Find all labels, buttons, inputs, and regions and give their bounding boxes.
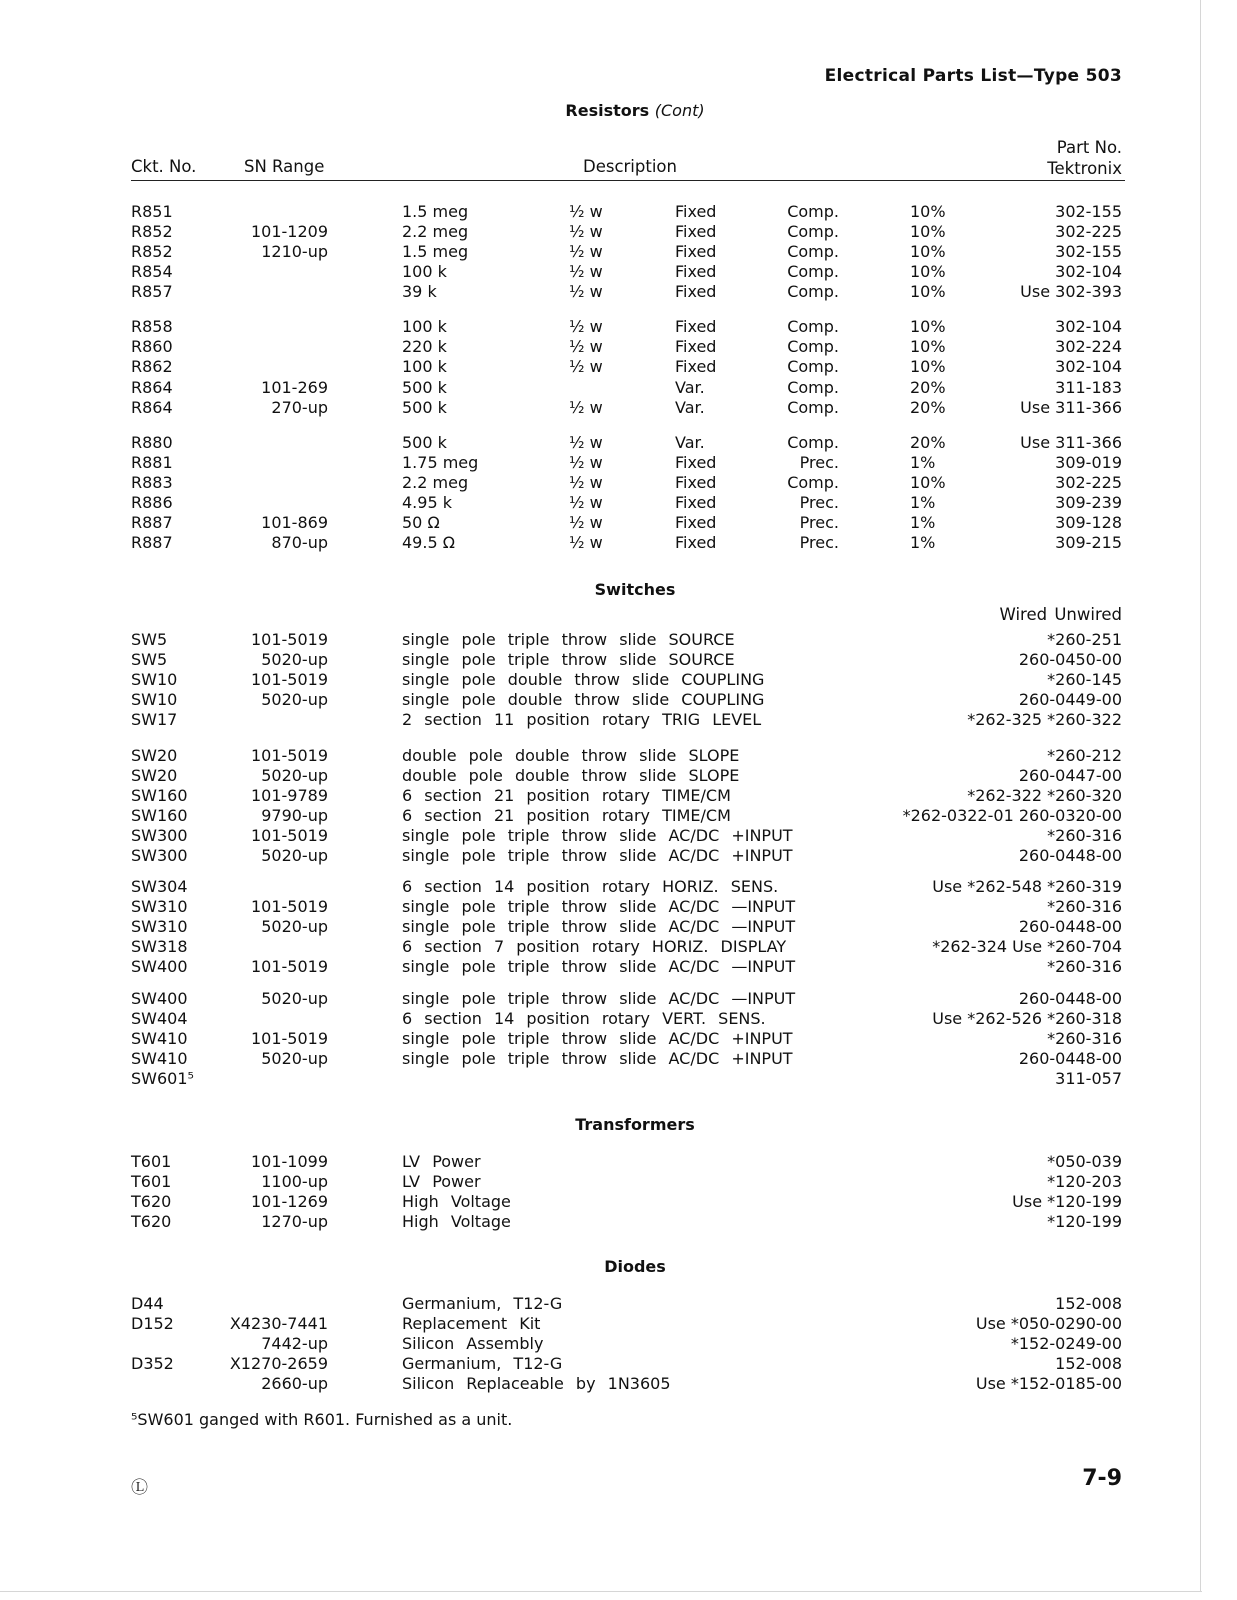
table-row [0,533,1237,553]
type-cell: Fixed [675,222,717,241]
tolerance-cell: 20% [910,433,946,452]
description-cell: single pole triple throw slide AC/DC +INPUT [402,846,793,865]
part-number-cell: 260-0448-00 [1018,917,1122,936]
ckt-no-cell: SW410 [131,1029,188,1048]
ckt-no-cell: SW601⁵ [131,1069,194,1088]
value-cell: 100 k [402,317,447,336]
part-number-cell: 302-155 [1055,202,1122,221]
value-cell: 500 k [402,433,447,452]
part-number-cell: 260-0448-00 [1018,989,1122,1008]
table-row [0,937,1237,957]
table-row [0,1314,1237,1334]
composition-cell: Prec. [799,453,839,472]
sn-range-cell: 101-5019 [250,630,328,649]
description-cell: double pole double throw slide SLOPE [402,746,740,765]
composition-cell: Comp. [787,473,839,492]
description-cell: double pole double throw slide SLOPE [402,766,740,785]
part-number-cell: 302-225 [1055,473,1122,492]
ckt-no-cell: SW5 [131,650,168,669]
sn-range-cell: 101-269 [261,378,328,397]
wattage-cell: ½ w [569,242,603,261]
ckt-no-cell: SW304 [131,877,188,896]
ckt-no-cell: T601 [131,1172,172,1191]
description-cell: Germanium, T12-G [402,1294,563,1313]
page-number: 7-9 [1082,1466,1122,1491]
sn-range-cell: 5020-up [261,690,328,709]
description-cell: Silicon Assembly [402,1334,544,1353]
ckt-no-cell: R886 [131,493,173,512]
part-number-cell: *152-0249-00 [1010,1334,1122,1353]
ckt-no-cell: R880 [131,433,173,452]
ckt-no-cell: R883 [131,473,173,492]
ckt-no-cell: SW300 [131,826,188,845]
value-cell: 39 k [402,282,437,301]
wattage-cell: ½ w [569,433,603,452]
table-row [0,786,1237,806]
type-cell: Fixed [675,262,717,281]
table-row [0,766,1237,786]
part-number-cell: *262-0322-01 260-0320-00 [902,806,1122,825]
type-cell: Fixed [675,202,717,221]
part-number-cell: 302-104 [1055,357,1122,376]
sn-range-cell: 5020-up [261,766,328,785]
table-row [0,1212,1237,1232]
part-number-cell: *262-325 *260-322 [967,710,1122,729]
ckt-no-cell: SW20 [131,746,178,765]
ckt-no-cell: R862 [131,357,173,376]
sn-range-cell: 870-up [271,533,328,552]
composition-cell: Comp. [787,357,839,376]
part-number-cell: 260-0450-00 [1018,650,1122,669]
table-row [0,357,1237,377]
sn-range-cell: 101-1209 [250,222,328,241]
col-header-sn: SN Range [244,157,325,176]
part-number-cell: 302-104 [1055,262,1122,281]
ckt-no-cell: D152 [131,1314,174,1333]
table-row [0,650,1237,670]
ckt-no-cell: R851 [131,202,173,221]
tolerance-cell: 10% [910,222,946,241]
part-number-cell: 302-225 [1055,222,1122,241]
part-number-cell: *262-324 Use *260-704 [932,937,1122,956]
sn-range-cell: 9790-up [261,806,328,825]
part-number-cell: 260-0448-00 [1018,1049,1122,1068]
wattage-cell: ½ w [569,262,603,281]
col-header-description: Description [583,157,677,176]
type-cell: Var. [675,398,705,417]
part-number-cell: Use *262-548 *260-319 [932,877,1122,896]
ckt-no-cell: SW5 [131,630,168,649]
ckt-no-cell: R881 [131,453,173,472]
wattage-cell: ½ w [569,337,603,356]
wattage-cell: ½ w [569,453,603,472]
composition-cell: Prec. [799,493,839,512]
ckt-no-cell: R860 [131,337,173,356]
copyright-mark: Ⓛ [131,1478,148,1498]
wattage-cell: ½ w [569,398,603,417]
value-cell: 1.5 meg [402,242,469,261]
description-cell: 6 section 14 position rotary HORIZ. SENS. [402,877,779,896]
composition-cell: Comp. [787,337,839,356]
description-cell: 6 section 21 position rotary TIME/CM [402,806,731,825]
switches-title: Switches [594,580,676,599]
value-cell: 1.75 meg [402,453,479,472]
table-row [0,1374,1237,1394]
tolerance-cell: 10% [910,317,946,336]
sn-range-cell: 101-5019 [250,897,328,916]
tolerance-cell: 1% [910,493,936,512]
table-row [0,989,1237,1009]
resistors-title: Resistors [565,101,650,120]
tolerance-cell: 10% [910,357,946,376]
resistors-section-title [0,101,1237,120]
header-rule [131,180,1125,181]
ckt-no-cell: SW17 [131,710,178,729]
description-cell: High Voltage [402,1212,511,1231]
sn-range-cell: 101-5019 [250,746,328,765]
composition-cell: Comp. [787,282,839,301]
type-cell: Var. [675,433,705,452]
table-row [0,710,1237,730]
table-row [0,1354,1237,1374]
ckt-no-cell: SW404 [131,1009,188,1028]
ckt-no-cell: R864 [131,398,173,417]
ckt-no-cell: SW400 [131,989,188,1008]
tolerance-cell: 10% [910,262,946,281]
wattage-cell: ½ w [569,317,603,336]
part-number-cell: Use *152-0185-00 [975,1374,1122,1393]
part-number-cell: 309-215 [1055,533,1122,552]
part-number-cell: 260-0448-00 [1018,846,1122,865]
table-row [0,897,1237,917]
table-row [0,746,1237,766]
part-number-cell: *260-316 [1047,826,1122,845]
table-row [0,1009,1237,1029]
sn-range-cell: 101-1099 [250,1152,328,1171]
ckt-no-cell: R857 [131,282,173,301]
ckt-no-cell: R887 [131,533,173,552]
col-header-tektronix: Tektronix [1047,159,1122,178]
description-cell: single pole double throw slide COUPLING [402,670,765,689]
sn-range-cell: 101-5019 [250,1029,328,1048]
sn-range-cell: 101-9789 [250,786,328,805]
table-row [0,957,1237,977]
ckt-no-cell: D44 [131,1294,164,1313]
wattage-cell: ½ w [569,493,603,512]
tolerance-cell: 10% [910,282,946,301]
value-cell: 2.2 meg [402,222,469,241]
table-row [0,202,1237,222]
tolerance-cell: 20% [910,378,946,397]
part-number-cell: 309-128 [1055,513,1122,532]
ckt-no-cell: SW160 [131,786,188,805]
sn-range-cell: 101-869 [261,513,328,532]
value-cell: 500 k [402,378,447,397]
table-row [0,262,1237,282]
table-row [0,1029,1237,1049]
composition-cell: Comp. [787,433,839,452]
ckt-no-cell: R887 [131,513,173,532]
description-cell: single pole triple throw slide AC/DC +INPUT [402,1029,793,1048]
table-row [0,378,1237,398]
footnote: ⁵SW601 ganged with R601. Furnished as a unit. [131,1410,513,1429]
col-header-part-no: Part No. [1056,138,1122,157]
part-number-cell: 152-008 [1055,1294,1122,1313]
sn-range-cell: 1100-up [261,1172,328,1191]
composition-cell: Comp. [787,378,839,397]
ckt-no-cell: R858 [131,317,173,336]
ckt-no-cell: SW10 [131,670,178,689]
table-row [0,337,1237,357]
description-cell: Germanium, T12-G [402,1354,563,1373]
description-cell: High Voltage [402,1192,511,1211]
resistors-title-cont: (Cont) [654,101,705,120]
table-row [0,1294,1237,1314]
wattage-cell: ½ w [569,533,603,552]
composition-cell: Comp. [787,222,839,241]
ckt-no-cell: R864 [131,378,173,397]
wattage-cell: ½ w [569,513,603,532]
part-number-cell: 309-019 [1055,453,1122,472]
composition-cell: Comp. [787,317,839,336]
value-cell: 50 Ω [402,513,440,532]
ckt-no-cell: R852 [131,242,173,261]
type-cell: Fixed [675,357,717,376]
table-row [0,1069,1237,1089]
ckt-no-cell: T620 [131,1212,172,1231]
wired-unwired-label: Wired Unwired [999,605,1122,624]
composition-cell: Prec. [799,533,839,552]
part-number-cell: Use *262-526 *260-318 [932,1009,1122,1028]
ckt-no-cell: SW318 [131,937,188,956]
description-cell: LV Power [402,1152,481,1171]
composition-cell: Comp. [787,398,839,417]
table-row [0,690,1237,710]
description-cell: single pole triple throw slide AC/DC +INPUT [402,826,793,845]
sn-range-cell: X4230-7441 [229,1314,328,1333]
table-row [0,917,1237,937]
table-row [0,398,1237,418]
table-row [0,670,1237,690]
ckt-no-cell: SW400 [131,957,188,976]
part-number-cell: Use 302-393 [1020,282,1122,301]
sn-range-cell: 1270-up [261,1212,328,1231]
composition-cell: Comp. [787,262,839,281]
ckt-no-cell: SW160 [131,806,188,825]
sn-range-cell: 2660-up [261,1374,328,1393]
part-number-cell: 309-239 [1055,493,1122,512]
description-cell: single pole triple throw slide AC/DC —INPUT [402,989,796,1008]
table-row [0,630,1237,650]
tolerance-cell: 10% [910,242,946,261]
table-row [0,513,1237,533]
value-cell: 100 k [402,262,447,281]
tolerance-cell: 1% [910,513,936,532]
description-cell: 2 section 11 position rotary TRIG LEVEL [402,710,762,729]
table-row [0,433,1237,453]
ckt-no-cell: SW310 [131,897,188,916]
sn-range-cell: 5020-up [261,1049,328,1068]
col-header-ckt: Ckt. No. [131,157,197,176]
table-row [0,453,1237,473]
table-row [0,877,1237,897]
sn-range-cell: 1210-up [261,242,328,261]
type-cell: Fixed [675,533,717,552]
table-row [0,1172,1237,1192]
part-number-cell: 311-183 [1055,378,1122,397]
part-number-cell: 260-0449-00 [1018,690,1122,709]
diodes-title: Diodes [604,1257,666,1276]
table-row [0,1334,1237,1354]
ckt-no-cell: R854 [131,262,173,281]
wattage-cell: ½ w [569,473,603,492]
table-row [0,826,1237,846]
sn-range-cell: 7442-up [261,1334,328,1353]
part-number-cell: *050-039 [1047,1152,1122,1171]
description-cell: Replacement Kit [402,1314,541,1333]
type-cell: Fixed [675,473,717,492]
description-cell: single pole triple throw slide SOURCE [402,650,735,669]
description-cell: LV Power [402,1172,481,1191]
ckt-no-cell: SW300 [131,846,188,865]
sn-range-cell: 101-5019 [250,670,328,689]
part-number-cell: Use *050-0290-00 [975,1314,1122,1333]
type-cell: Fixed [675,453,717,472]
type-cell: Fixed [675,513,717,532]
wattage-cell: ½ w [569,222,603,241]
table-row [0,1192,1237,1212]
table-row [0,242,1237,262]
part-number-cell: *260-212 [1047,746,1122,765]
part-number-cell: Use *120-199 [1012,1192,1122,1211]
type-cell: Fixed [675,337,717,356]
table-row [0,317,1237,337]
page-edge-bottom [0,1591,1202,1592]
ckt-no-cell: SW310 [131,917,188,936]
part-number-cell: *260-251 [1047,630,1122,649]
table-row [0,806,1237,826]
transformers-title: Transformers [575,1115,695,1134]
tolerance-cell: 10% [910,202,946,221]
table-row [0,846,1237,866]
part-number-cell: *262-322 *260-320 [967,786,1122,805]
ckt-no-cell: T620 [131,1192,172,1211]
type-cell: Var. [675,378,705,397]
part-number-cell: Use 311-366 [1020,398,1122,417]
value-cell: 4.95 k [402,493,452,512]
part-number-cell: 152-008 [1055,1354,1122,1373]
tolerance-cell: 1% [910,453,936,472]
part-number-cell: 302-104 [1055,317,1122,336]
composition-cell: Comp. [787,242,839,261]
description-cell: single pole triple throw slide AC/DC —INPUT [402,917,796,936]
tolerance-cell: 20% [910,398,946,417]
sn-range-cell: 5020-up [261,846,328,865]
composition-cell: Comp. [787,202,839,221]
value-cell: 1.5 meg [402,202,469,221]
part-number-cell: 302-155 [1055,242,1122,261]
value-cell: 49.5 Ω [402,533,455,552]
part-number-cell: *120-203 [1047,1172,1122,1191]
table-row [0,282,1237,302]
sn-range-cell: 5020-up [261,989,328,1008]
part-number-cell: 302-224 [1055,337,1122,356]
composition-cell: Prec. [799,513,839,532]
description-cell: single pole triple throw slide SOURCE [402,630,735,649]
description-cell: single pole triple throw slide AC/DC —INPUT [402,957,796,976]
ckt-no-cell: SW20 [131,766,178,785]
sn-range-cell: 5020-up [261,917,328,936]
sn-range-cell: 5020-up [261,650,328,669]
wattage-cell: ½ w [569,202,603,221]
sn-range-cell: 101-5019 [250,957,328,976]
value-cell: 100 k [402,357,447,376]
tolerance-cell: 10% [910,337,946,356]
part-number-cell: Use 311-366 [1020,433,1122,452]
description-cell: 6 section 21 position rotary TIME/CM [402,786,731,805]
table-row [0,493,1237,513]
tolerance-cell: 10% [910,473,946,492]
description-cell: 6 section 14 position rotary VERT. SENS. [402,1009,766,1028]
wattage-cell: ½ w [569,357,603,376]
part-number-cell: 260-0447-00 [1018,766,1122,785]
part-number-cell: 311-057 [1055,1069,1122,1088]
ckt-no-cell: R852 [131,222,173,241]
description-cell: Silicon Replaceable by 1N3605 [402,1374,671,1393]
table-row [0,222,1237,242]
ckt-no-cell: SW410 [131,1049,188,1068]
part-number-cell: *120-199 [1047,1212,1122,1231]
value-cell: 500 k [402,398,447,417]
part-number-cell: *260-145 [1047,670,1122,689]
type-cell: Fixed [675,493,717,512]
description-cell: single pole triple throw slide AC/DC +INPUT [402,1049,793,1068]
value-cell: 220 k [402,337,447,356]
description-cell: single pole double throw slide COUPLING [402,690,765,709]
type-cell: Fixed [675,317,717,336]
value-cell: 2.2 meg [402,473,469,492]
part-number-cell: *260-316 [1047,957,1122,976]
table-row [0,1049,1237,1069]
sn-range-cell: 101-1269 [250,1192,328,1211]
description-cell: 6 section 7 position rotary HORIZ. DISPLAY [402,937,787,956]
wattage-cell: ½ w [569,282,603,301]
sn-range-cell: 101-5019 [250,826,328,845]
type-cell: Fixed [675,282,717,301]
sn-range-cell: 270-up [271,398,328,417]
ckt-no-cell: SW10 [131,690,178,709]
table-row [0,473,1237,493]
tolerance-cell: 1% [910,533,936,552]
part-number-cell: *260-316 [1047,1029,1122,1048]
type-cell: Fixed [675,242,717,261]
sn-range-cell: X1270-2659 [229,1354,328,1373]
page-header: Electrical Parts List—Type 503 [824,66,1122,86]
ckt-no-cell: T601 [131,1152,172,1171]
ckt-no-cell: D352 [131,1354,174,1373]
description-cell: single pole triple throw slide AC/DC —INPUT [402,897,796,916]
table-row [0,1152,1237,1172]
part-number-cell: *260-316 [1047,897,1122,916]
